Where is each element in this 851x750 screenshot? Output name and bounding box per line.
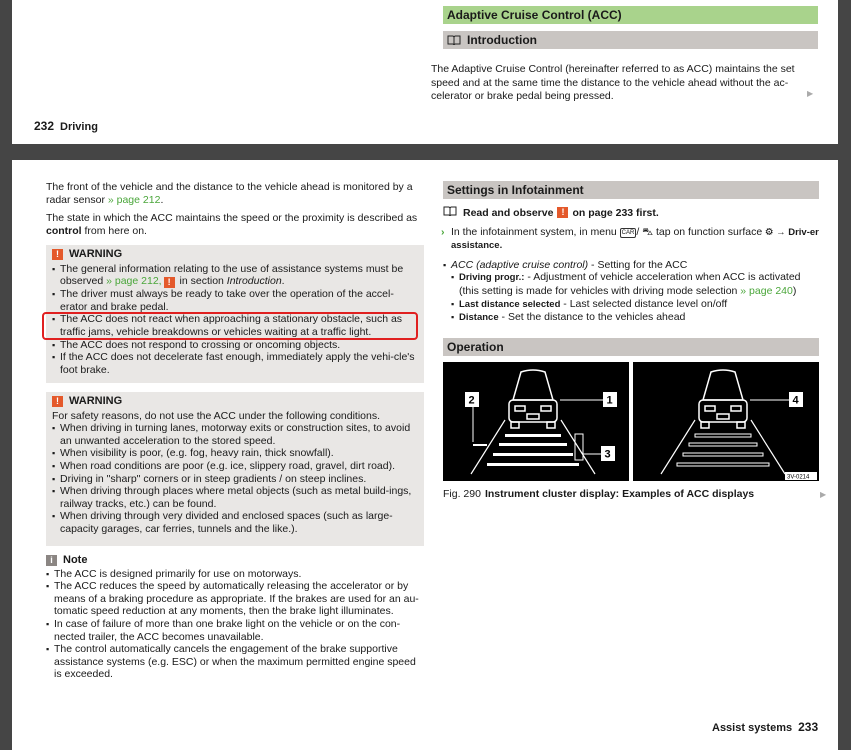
- continue-arrow-icon: ▶: [807, 89, 814, 98]
- note-item: ▪ The ACC is designed primarily for use on motorways.: [46, 568, 424, 581]
- warning1-item: [52, 263, 419, 289]
- w1-text-mid: in section: [176, 275, 227, 288]
- warning1-item: ▪ The ACC does not respond to crossing or oncoming objects.: [52, 339, 419, 352]
- acc-display-right: [633, 362, 819, 481]
- w1-text-end: .: [281, 275, 285, 288]
- warning-heading-text: WARNING: [69, 395, 123, 407]
- page-section: Driving: [60, 121, 98, 133]
- warning-heading-1: [52, 248, 419, 261]
- figure-caption: [443, 488, 754, 500]
- read-observe-text: Read and observe: [463, 206, 554, 219]
- step-chevron-icon: ›: [441, 225, 445, 238]
- note-item: ▪ In case of failure of more than one brake light on the vehicle or on the con-nected trailer, the ACC becomes unavailable.: [46, 618, 424, 643]
- callout-3: 3: [604, 448, 611, 461]
- control-text-end: from here on.: [81, 224, 147, 237]
- link-page-212-warning[interactable]: » page 212,: [106, 275, 162, 288]
- acc-setting: [443, 259, 819, 272]
- acc-subsetting: [451, 271, 819, 297]
- link-page-212[interactable]: » page 212: [107, 193, 161, 206]
- note-icon: i: [46, 555, 57, 566]
- warning-heading-text: WARNING: [69, 248, 123, 260]
- infotainment-step: › In the infotainment system, in menu CAR / ⛍ tap on function surface ⚙ → Driv-er assistance.: [441, 225, 819, 252]
- control-term: control: [46, 224, 82, 237]
- intro-heading: [443, 31, 818, 49]
- sub2-desc: - Last selected distance level on/off: [560, 297, 728, 310]
- warning-box-2: [46, 392, 424, 546]
- warning2-item: ▪ When road conditions are poor (e.g. ice, slippery road, gravel, dirt road).: [52, 460, 419, 473]
- intro-heading-label: Introduction: [467, 33, 537, 47]
- highlight-outline: [42, 312, 418, 340]
- intro-text: The Adaptive Cruise Control (hereinafter referred to as ACC) maintains the set speed and at the same time the distance to the vehicle ahead without the ac-celerator or brake pedal being pressed.: [431, 63, 795, 103]
- continue-arrow-icon: ▶: [820, 490, 827, 499]
- car-rear-icon: [699, 370, 747, 428]
- control-paragraph: [46, 212, 424, 237]
- callout-4: 4: [792, 394, 799, 407]
- sub1-end: ): [792, 284, 797, 297]
- control-text: The state in which the ACC maintains the speed or the proximity is described as: [46, 212, 418, 225]
- page-233: [12, 160, 838, 750]
- car-rear-icon: [509, 370, 557, 428]
- w1-italic: Introduction: [226, 275, 282, 288]
- warning2-item: ▪ When driving through very divided and enclosed spaces (such as large-capacity garages, car ferries, tunnels and the like.).: [52, 510, 419, 535]
- page-232: [12, 0, 838, 144]
- read-observe-text-end: on page 233 first.: [572, 206, 659, 219]
- warning2-item: ▪ When visibility is poor, (e.g. fog, heavy rain, thick snowfall).: [52, 447, 419, 460]
- warning-icon: !: [52, 396, 63, 407]
- settings-gear-icon: ⚙: [765, 225, 774, 238]
- callout-1: 1: [606, 394, 613, 407]
- settings-heading: Settings in Infotainment: [443, 181, 819, 199]
- sub1-desc: - Adjustment of vehicle acceleration when ACC is activated (this setting is made for vehicles with driving mode selection: [459, 271, 801, 297]
- acc-display-left: [443, 362, 629, 481]
- acc-label: ACC (adaptive cruise control): [451, 258, 589, 271]
- warning1-item: ▪ The driver must always be ready to take over the operation of the accel-erator and brake pedal.: [52, 288, 419, 313]
- acc-subsetting: [451, 298, 819, 312]
- car-menu-icon: CAR: [621, 229, 635, 236]
- car-icon: ⛍: [642, 225, 654, 238]
- warning2-intro: For safety reasons, do not use the ACC under the following conditions.: [52, 409, 381, 422]
- figure-caption-text: Instrument cluster display: Examples of ACC displays: [484, 488, 755, 500]
- page-section: Assist systems: [712, 722, 793, 734]
- note-item: ▪ The control automatically cancels the engagement of the brake supportive assistance systems (e.g. ESC) or when the maximum permitted engine speed is exceeded.: [46, 643, 424, 681]
- note-item: ▪ The ACC reduces the speed by automatically releasing the accelerator or by means of a braking procedure as appropriate. If the brakes are used for an au-tomatic speed reduction at any moments, then the brake light illuminates.: [46, 580, 424, 618]
- warning-icon: !: [164, 277, 175, 288]
- note-heading: [46, 554, 424, 567]
- book-icon: [447, 32, 461, 50]
- step-text-mid: tap on function surface: [655, 225, 763, 238]
- read-observe: [443, 206, 819, 220]
- radar-text: The front of the vehicle and the distance to the vehicle ahead is monitored by a radar sensor: [46, 181, 413, 206]
- warning-icon: !: [52, 249, 63, 260]
- page-footer-right: [712, 720, 818, 734]
- warning2-item: ▪ Driving in "sharp" corners or in steep gradients / on steep inclines.: [52, 473, 419, 486]
- warning-heading-2: [52, 395, 419, 408]
- sub3-label: Distance: [459, 312, 499, 324]
- sub2-label: Last distance selected: [459, 298, 561, 310]
- acc-desc: - Setting for the ACC: [588, 258, 688, 271]
- sub1-label: Driving progr.:: [459, 272, 525, 284]
- intro-paragraphs: [46, 181, 424, 243]
- warning1-item: ▪ If the ACC does not decelerate fast enough, immediately apply the vehi-cle's foot brake.: [52, 351, 419, 376]
- acc-subsetting: [451, 311, 819, 325]
- operation-heading: Operation: [443, 338, 819, 356]
- figure-label: Fig. 290: [443, 488, 481, 500]
- warning2-item: ▪ When driving in turning lanes, motorway exits or construction sites, to avoid an unwanted acceleration to the stored speed.: [52, 422, 419, 447]
- book-icon: [443, 206, 457, 220]
- note-heading-text: Note: [63, 554, 88, 566]
- warning1-item-highlighted: ▪ The ACC does not react when approaching a stationary obstacle, such as traffic jams, vehicle breakdowns or vehicles waiting at a traffic light.: [52, 313, 419, 338]
- page-number: 233: [798, 720, 819, 734]
- step-text-end: → Driv-er assistance.: [451, 226, 819, 252]
- page-footer-left: [34, 119, 98, 133]
- warning2-item: ▪ When driving through places where metal objects (such as metal build-ings, railway tracks, etc.) can be found.: [52, 485, 419, 510]
- step-text: In the infotainment system, in menu: [451, 225, 617, 238]
- figure-code: 3V-0214: [787, 474, 810, 481]
- settings-body: [443, 206, 819, 325]
- page-number: 232: [34, 119, 55, 133]
- radar-text-end: .: [160, 193, 164, 206]
- note-section: [46, 554, 424, 681]
- warning-icon: !: [557, 207, 568, 218]
- radar-paragraph: [46, 181, 424, 206]
- w1-text: The general information relating to the use of assistance systems must be observed: [60, 262, 404, 288]
- link-page-240[interactable]: » page 240: [740, 284, 793, 297]
- sub3-desc: - Set the distance to the vehicles ahead: [498, 311, 686, 324]
- callout-2: 2: [468, 394, 475, 407]
- section-title-acc: Adaptive Cruise Control (ACC): [443, 6, 818, 24]
